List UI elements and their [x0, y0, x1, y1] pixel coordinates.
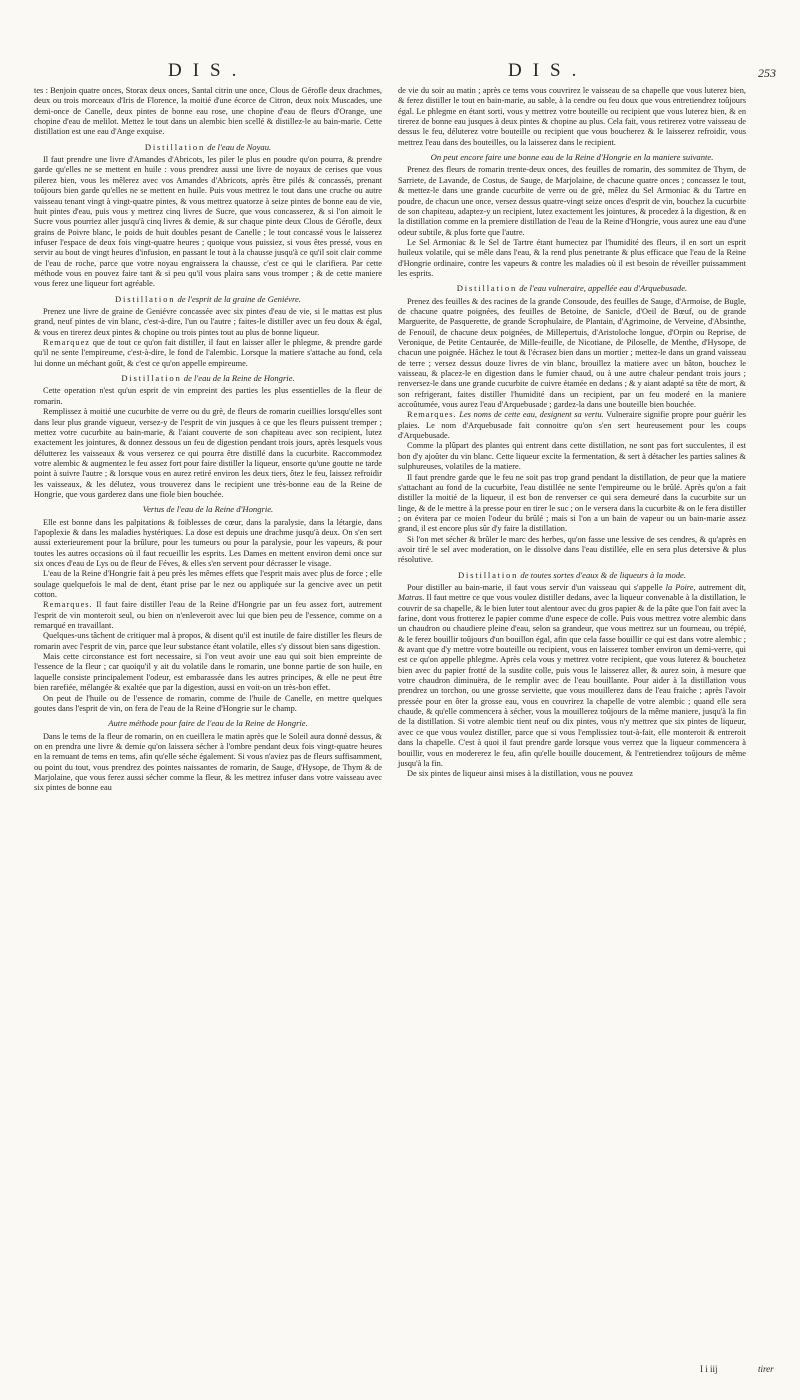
- paragraph: [34, 338, 382, 369]
- remark-italic: Les noms de cette eau, designent sa vertu.: [456, 410, 604, 420]
- paragraph: [34, 600, 382, 631]
- section-heading: Autre méthode pour faire de l'eau de la Reine de Hongrie.: [108, 718, 308, 729]
- paragraph: Quelques-uns tâchent de critiquer mal à propos, & disent qu'il est inutile de faire distiller les fleurs de romarin avec l'esprit de vin, parce que leur substance étant volatile, elles s'y dissout bien sans digestion.: [34, 631, 382, 651]
- heading-rest: de l'eau de la Reine de Hongrie.: [183, 373, 295, 384]
- paragraph: De six pintes de liqueur ainsi mises à la distillation, vous ne pouvez: [407, 769, 633, 779]
- heading-lead: Distillation: [456, 283, 518, 294]
- remark-text: Vulneraire signifie propre pour guérir les plaies. Le nom d'Arquebusade fait connoitre qu'on s'en sert heureusement pour les coups d'Arquebusade.: [398, 410, 746, 441]
- remark-lead: Remarquez: [43, 338, 90, 348]
- paragraph: Prenez des fleurs de romarin trente-deux onces, des feuilles de romarin, des sommitez de Thym, de Sarriete, de Lavande, de Costus, de Sauge, de Marjolaine, de chacune quatre onces ; concassez le tout, & mettez-le dans une grande cucurbite de verre ou de grè, mêlez du Sel Armoniac & du Tartre en poudre, de chacun une once, versez dessus quatre-vingt seize onces d'esprit de vin, bouchez la cucurbite de son chapiteau, adaptez-y un recipient, lutez exactement les jointures, & procedez à la digestion, & en la distillation comme en la premiere distillation de l'eau de la Reine d'Hongrie, vous aurez une eau d'une odeur subtile, & plus forte que l'autre.: [398, 165, 746, 237]
- text-run: Pour distiller au bain-marie, il faut vous servir d'un vaisseau qui s'appelle: [407, 583, 666, 592]
- paragraph: [398, 410, 746, 441]
- paragraph: Le Sel Armoniac & le Sel de Tartre étant humectez par l'humidité des fleurs, il en sort un esprit huileux volatile, qui se mêle dans l'eau, & la rend plus penetrante & plus efficace que l'eau de la Reine d'Hongrie ordinaire, contre les vapeurs & contre les maladies où il est besoin de réveiller puissamment les esprits.: [398, 237, 746, 278]
- paragraph: de vie du soir au matin ; après ce tems vous couvrirez le vaisseau de sa chapelle que vous luterez bien, & ferez distiller le tout en bain-marie, au sable, à la cendre ou feu doux que vous entretiendrez toûjours égal. Le phlegme en étant sorti, vous y mettrez votre bouteille ou recipient que vous luterez bien, & en tirerez de bonne eau jusques à deux pintes & chopine au plus. Cela fait, vous retirerez votre vaisseau de dessus le feu, déluterez votre bouteille ou recipient que vous boucherez & le laisserez refroidir, vous mettrez l'eau dans des bouteilles, ou la laisserez dans le recipient.: [398, 86, 746, 147]
- section-heading: On peut encore faire une bonne eau de la Reine d'Hongrie en la maniere suivante.: [430, 152, 714, 163]
- remark-text: que de tout ce qu'on fait distiller, il faut en laisser aller le phlegme, & prendre garde qu'il ne sente l'empireume, c'est-à-dire, le fond de l'alembic. Lorsque la matiere s'attache au fond, cela lui donne un méchant goût, & c'est ce qu'on appelle empireume.: [34, 338, 382, 368]
- heading-rest: de l'eau vulneraire, appellée eau d'Arquebusade.: [519, 283, 688, 294]
- heading-lead: Distillation: [144, 141, 206, 152]
- section-heading: [34, 142, 382, 152]
- paragraph: Il faut prendre garde que le feu ne soit pas trop grand pendant la distillation, de peur que la matiere s'attachant au fond de la cucurbite, l'eau distillée ne sente l'empireume ou le brûlé. Après qu'on a fait distiller la moitié de la liqueur, il est bon de renverser ce qui sera demeuré dans la cucurbite sur un linge, & de le mettre à la presse pour en tirer le suc ; on le versera dans la cucurbite & on le fera distiller ; on évitera par ce moien l'odeur du brûlé ; mais si l'on a un bain de vapeur ou un bain-marie assez grand, il est encore plus sûr d'y faire la distillation.: [398, 472, 746, 534]
- remark-lead: Remarques.: [43, 600, 93, 610]
- right-column: [398, 86, 746, 780]
- paragraph: Il faut prendre une livre d'Amandes d'Abricots, les piler le plus en poudre qu'on pourra, & prendre garde qu'elles ne se mettent en huile : vous prendrez aussi une livre de noyaux de cerises que vous pilerez bien, vous les mêlerez avec vos Amandes d'Abricots, après être pilés & concassés, prenant toûjours bien garde qu'elles ne se mettent en huile. Puis vous mettrez le tout dans une cruche ou autre vaisseau tenant vingt à vingt-quatre pintes, & vous mettrez quatorze à seize pintes de bonne eau de vie, huit pintes d'eau, puis vous y mettrez cinq livres de Sucre, que vous concasserez, & si l'on aimoit le Sucre vous pourriez aller jusqu'à cinq livres & demie, & sur chaque pinte deux Clous de Gérofle, deux grains de Poivre blanc, le poids de huit doubles pesant de Canelle ; le tout concassé vous le laisserez infuser l'espace de deux fois vingt-quatre heures ; quoique vous puissiez, si vous êtes pressé, vous en servir au bout de vingt heures d'infusion, en passant le tout à la chausse jusqu'à ce qu'il soit clair comme de l'eau de roche, parce que votre noyau engraissera la chausse, c'est ce qui le clarifiera. Par cette méthode vous en pouvez faire tant & si peu qu'il vous plaira sans vous tromper ; & de cette maniere vous ferez une liqueur fort agréable.: [34, 155, 382, 289]
- paragraph: Elle est bonne dans les palpitations & foiblesses de cœur, dans la paralysie, dans la létargie, dans l'apoplexie & dans les maladies hystériques. La dose est depuis une drachme jusqu'à deux. On s'en sert aussi exterieurement pour la brûlure, pour les tumeurs ou pour la paralysie, pour les vapeurs, & pour toutes les autres occasions où il faut recueillir les esprits. Les Dames en mettent environ demi once sur six onces d'eau de Lys ou de fleur de Féves, & elles s'en servent pour décrasser le visage.: [34, 517, 382, 569]
- term-italic: Matras: [398, 593, 423, 603]
- signature-mark: I i iij: [700, 1364, 718, 1374]
- section-heading: [398, 570, 746, 580]
- paragraph: Prenez des feuilles & des racines de la grande Consoude, des feuilles de Sauge, d'Armoise, de Bugle, de chacune quatre poignées, des feuilles de Betoine, de Sanicle, d'Oeil de Bœuf, ou de grande Marguerite, de Pasquerette, de grande Scrophulaire, de Plantain, d'Agrimoine, de Verveine, d'Absinthe, de Fenouil, de chacune deux poignées, de Millepertuis, d'Aristoloche longue, d'Orpin ou Reprise, de Veronique, de Petite Centaurée, de Mille-feuille, de Nicotiane, de Piloselle, de Menthe, d'Hysope, de chacun une poignée. Hâchez le tout & l'écrasez bien dans un mortier ; mettez-le dans un grand vaisseau de terre ; versez dessus douze livres de vin blanc, brouillez la matiere avec un bâton, bouchez le vaisseau, & placez-le en digestion dans le fumier chaud, ou à une autre chaleur pendant trois jours ; renversez-le dans une grande cucurbite de cuivre étamée en dedans ; & y aiant adapté sa tête de mort, & son refrigerant, faites distiller l'humidité dans un recipient, par un feu moderé en la maniere accoûtumée, vous aurez l'eau d'Arquebusade ; gardez-la dans une bouteille bien bouchée.: [398, 296, 746, 410]
- paragraph: Mais cette circonstance est fort necessaire, si l'on veut avoir une eau qui soit bien empreinte de l'essence de la fleur ; car quoiqu'il y ait du volatile dans le romarin, une bonne partie de son huile, en laquelle consiste principalement l'odeur, est embarassée dans les autres principes, & elle ne peut être bien rarefiée, mélangée & exaltée que par la digestion, aussi en voit-on un très-bon effet.: [34, 652, 382, 693]
- running-head-left: DIS.: [168, 60, 248, 81]
- remark-lead: Remarques.: [407, 410, 457, 420]
- section-heading: [34, 294, 382, 304]
- heading-rest: de l'eau de Noyau.: [207, 141, 272, 152]
- heading-lead: Distillation: [121, 373, 182, 384]
- section-heading: [398, 283, 746, 293]
- paragraph: L'eau de la Reine d'Hongrie fait à peu près les mêmes effets que l'esprit mais avec plus de force ; elle soulage quelquefois le mal de dent, étant prise par le nez ou appliquée sur la gencive avec un petit cotton.: [34, 569, 382, 600]
- paragraph: tes : Benjoin quatre onces, Storax deux onces, Santal citrin une once, Clous de Gérofle deux drachmes, deux ou trois morceaux d'Iris de Florence, la moitié d'une écorce de Citron, deux noix Muscades, une demi-once de Canelle, deux pintes de bonne eau rose, une chopine d'eau de fleurs d'Orange, une chopine d'eau de melilot. Mettez le tout dans un alembic bien scellé & distillez-le au bain-marie. Cette distillation est une eau d'Ange exquise.: [34, 86, 382, 137]
- text-run: , autrement dit,: [693, 583, 746, 592]
- left-column: [34, 86, 382, 794]
- text-run: . Il faut mettre ce que vous voulez distiller dedans, avec la liqueur convenable à la distillation, le couvrir de sa chapelle, & le bien luter tout alentour avec du gros papier & de la pâte que l'on fait avec la farine, dont vous frotterez le papier comme d'une espece de colle. Puis vous mettrez votre alembic dans un chaudron ou chaudiere pleine d'eau, selon sa grandeur, que vous mettrez sur un fourneau, ou trépié, & le ferez bouillir toûjours d'un bouillon égal, afin que cela fasse bouillir ce qui est dans votre alembic ; & avant que d'y mettre votre bouteille ou recipient, vous en laisserez tomber environ un demi-verre, qui est ce qu'on appelle phlegme. Après cela vous y mettrez votre recipient, que vous luterez & bouchetez bien avec du papier frotté de la susdite colle, puis vous le laisserez aller, & aurez soin, à mesure que votre chaudron diminuëra, de le remplir avec de l'eau bouillante. Pour aider à la distillation vous prendrez un torchon, ou une grosse serviette, que vous mouillerez dans de l'eau fraiche ; après l'avoir pressée pour en ôter la grosse eau, vous en couvrirez la chapelle de votre alembic ; quand elle sera chaude, & qu'elle commencera à sécher, vous la mouillerez toûjours de la même maniere, jusqu'à la fin de la distillation. Si votre alembic tient neuf ou dix pintes, vous n'y mettrez que six pintes de liqueur, avec ce que vous voulez distiller, parce que si vous l'emplissiez tout-à-fait, elle monteroit & entreroit dans la chapelle. C'est à quoi il faut prendre garde lorsque vous verrez que la liqueur commencera à bouillir, vous en modererez le feu, afin qu'elle bouille doucement, & l'entretiendrez toûjours de même jusqu'à la fin.: [398, 593, 746, 768]
- heading-lead: Distillation: [457, 569, 519, 580]
- paragraph: On peut de l'huile ou de l'essence de romarin, comme de l'huile de Canelle, en mettre quelques goutes dans l'esprit de vin, on fera de l'eau de la Reine d'Hongrie sur le champ.: [34, 693, 382, 713]
- heading-rest: de l'esprit de la graine de Geniévre.: [177, 293, 301, 304]
- paragraph: Si l'on met sécher & brûler le marc des herbes, qu'on fasse une lessive de ses cendres, & qu'après en avoir tiré le sel avec moderation, on le dissolve dans l'eau distillée, elle en sera plus detersive & plus résolutive.: [398, 534, 746, 565]
- catchword: tirer: [758, 1364, 774, 1374]
- paragraph: Prenez une livre de graine de Geniévre concassée avec six pintes d'eau de vie, si le mattas est plus grand, neuf pintes de vin blanc, c'est-à-dire, l'un ou l'autre ; faites-le distiller avec un feu doux & égal, & vous en tirerez deux pintes & chopine ou trois pintes tout au plus de bonne liqueur.: [34, 307, 382, 337]
- section-heading: Vertus de l'eau de la Reine d'Hongrie.: [142, 504, 274, 515]
- page-number: 253: [758, 66, 776, 80]
- paragraph: Cette operation n'est qu'un esprit de vin empreint des parties les plus essentielles de la fleur de romarin.: [34, 386, 382, 406]
- paragraph: Remplissez à moitié une cucurbite de verre ou du grè, de fleurs de romarin cueillies lorsqu'elles sont dans leur plus grande vigueur, versez-y de l'esprit de vin jusques à ce que les fleurs puissent tremper ; mettez votre cucurbite au bain-marie, & l'aiant couverte de son chapiteau avec son recipient, lutez exactement les jointures, & donnez dessous un feu de digestion pendant trois jours, après lesquels vous délutterez les vaisseaux & vous verserez ce qui pourra être distillé dans la cucurbite. Raccommodez votre alembic & augmentez le feu assez fort pour faire distiller la liqueur, ensorte qu'une goutte ne tarde point à suivre l'autre ; & lorsque vous en aurez retiré environ les deux tiers, ôtez le feu, laissez refroidir les vaisseaux, & les délutez, vous trouverez dans le recipient une très-bonne eau de la Reine de Hongrie, que vous garderez dans une fiole bien bouchée.: [34, 407, 382, 499]
- remark-text: Il faut faire distiller l'eau de la Reine d'Hongrie par un feu assez fort, autrement l'esprit de vin monteroit seul, ou bien on n'enleveroit avec lui que bien peu de l'essence, comme on a remarqué en travaillant.: [34, 600, 382, 631]
- paragraph: [398, 583, 746, 769]
- paragraph: Comme la plûpart des plantes qui entrent dans cette distillation, ne sont pas fort succulentes, il est bon d'y ajoûter du vin blanc. Cette liqueur excite la fermentation, & sert à détacher les parties salines & sulphureuses, volatiles de la matiere.: [398, 441, 746, 472]
- heading-rest: de toutes sortes d'eaux & de liqueurs à la mode.: [520, 569, 686, 580]
- term-italic: la Poire: [665, 583, 694, 592]
- paragraph: Dans le tems de la fleur de romarin, on en cueillera le matin après que le Soleil aura donné dessus, & on en prendra une livre & demie qu'on laissera sécher à l'ombre pendant deux fois vingt-quatre heures en la remuant de tems en tems, afin qu'elle séche également. Si vous n'aviez pas de fleurs suffisamment, ou point du tout, vous prendrez des pointes naissantes de romarin, de Sauge, d'Hysope, de Thym & de Marjolaine, que vous ferez aussi sécher comme la fleur, & les mettrez infuser dans votre vaisseau avec six pintes de bonne eau: [34, 731, 382, 793]
- heading-lead: Distillation: [115, 293, 176, 304]
- running-head-right: DIS.: [508, 60, 588, 81]
- section-heading: [34, 373, 382, 383]
